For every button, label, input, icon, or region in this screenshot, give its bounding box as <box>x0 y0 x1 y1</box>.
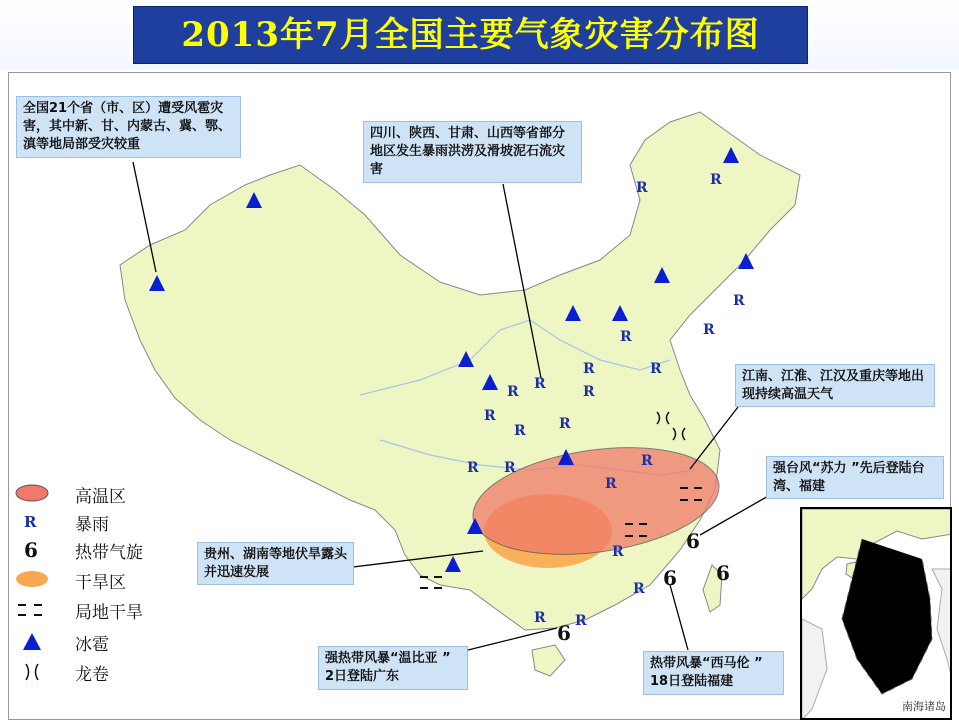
rainstorm-icon: R <box>733 293 745 309</box>
legend-item-hail: 冰雹 <box>12 628 182 654</box>
rainstorm-icon: R <box>703 322 715 338</box>
rainstorm-icon: R <box>534 376 546 392</box>
svg-text:6: 6 <box>24 538 38 562</box>
rainstorm-icon: R <box>484 408 496 424</box>
rainstorm-icon: R <box>575 613 587 629</box>
rainstorm-icon: R <box>633 581 645 597</box>
rainstorm-icon: R <box>636 180 648 196</box>
legend-item-rainstorm: R 暴雨 <box>12 508 182 534</box>
callout-heat-wave: 江南、江淮、江汉及重庆等地出现持续高温天气 <box>735 364 935 407</box>
legend-item-heat: 高温区 <box>12 480 182 506</box>
rainstorm-icon: R <box>559 416 571 432</box>
cyclone-icon: 6 <box>663 566 677 590</box>
legend-item-local-drought: 局地干旱 <box>12 596 182 622</box>
leader-line-cimaron <box>670 585 688 650</box>
leader-line-rumbia <box>468 628 557 650</box>
rainstorm-icon: R <box>583 361 595 377</box>
svg-text:R: R <box>24 513 37 531</box>
callout-storm-cimaron: 热带风暴“西马伦 ” 18日登陆福建 <box>643 651 784 695</box>
rainstorm-icon: R <box>620 329 632 345</box>
callout-typhoon-soulik: 强台风“苏力 ”先后登陆台湾、福建 <box>766 456 944 499</box>
legend-item-tornado: 龙卷 <box>12 658 182 684</box>
heat-zone-icon <box>12 482 52 506</box>
rainstorm-icon: R <box>504 460 516 476</box>
callout-flood-disaster: 四川、陕西、甘肃、山西等省部分地区发生暴雨洪涝及滑坡泥石流灾害 <box>363 121 582 183</box>
legend-item-drought: 干旱区 <box>12 566 182 592</box>
rainstorm-icon: R <box>641 453 653 469</box>
inset-map <box>802 509 952 720</box>
map-title: 2013年7月全国主要气象灾害分布图 <box>133 6 808 64</box>
cyclone-icon: 6 <box>557 621 571 645</box>
rainstorm-icon: R <box>650 361 662 377</box>
rainstorm-icon: R <box>583 384 595 400</box>
hainan-island <box>532 645 565 676</box>
callout-storm-rumbia: 强热带风暴“温比亚 ” 2日登陆广东 <box>318 646 468 690</box>
callout-hail-disaster: 全国21个省（市、区）遭受风雹灾害，其中新、甘、内蒙古、冀、鄂、滇等地局部受灾较重 <box>16 96 241 158</box>
inset-western-coast <box>802 619 827 720</box>
drought-zone-icon <box>12 568 52 592</box>
rainstorm-icon: R <box>534 610 546 626</box>
rainstorm-icon: R <box>605 476 617 492</box>
cyclone-icon: 6 <box>716 561 730 585</box>
tornado-icon <box>12 660 52 684</box>
local-drought-icon <box>12 598 52 622</box>
south-china-sea-inset <box>800 507 952 720</box>
cyclone-icon: 6 <box>686 529 700 553</box>
rainstorm-icon: R <box>514 423 526 439</box>
rainstorm-icon: R <box>507 384 519 400</box>
legend-item-cyclone: 6 热带气旋 <box>12 536 182 562</box>
cyclone-icon <box>12 536 52 562</box>
inset-eastern-island <box>932 569 952 679</box>
rainstorm-icon: R <box>612 544 624 560</box>
hail-icon <box>12 630 52 654</box>
rainstorm-icon: R <box>710 172 722 188</box>
callout-drought: 贵州、湖南等地伏旱露头并迅速发展 <box>197 542 354 585</box>
rainstorm-icon: R <box>467 460 479 476</box>
inset-label: 南海诸岛 <box>902 700 946 713</box>
rainstorm-icon <box>12 510 52 534</box>
